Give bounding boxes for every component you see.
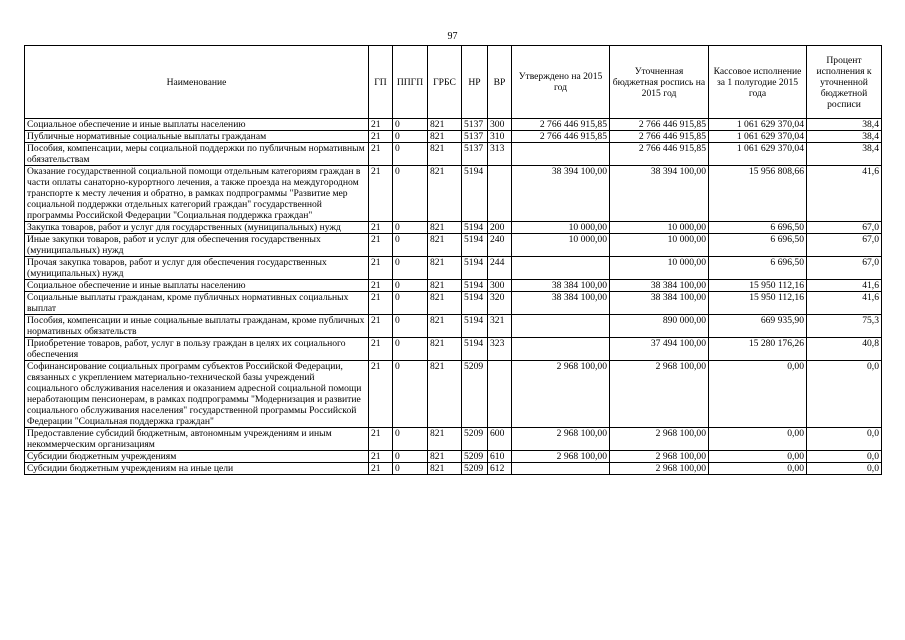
cell-name: Оказание государственной социальной помощи отдельным категориям граждан в части оплаты санаторно-курортного лечения, а также проезда на междугородном транспорте к месту лечения и обратно, в рамках подпрограммы "Развитие мер социальной поддержки отдельных категорий граждан" государственной программы Российской Федерации "Социальная поддержка граждан" xyxy=(25,166,369,222)
table-row xyxy=(25,361,882,428)
cell-grbs: 821 xyxy=(428,131,462,143)
cell-percent: 67,0 xyxy=(807,234,882,257)
cell-name: Прочая закупка товаров, работ и услуг для обеспечения государственных (муниципальных) нужд xyxy=(25,257,369,280)
cell-vr xyxy=(488,166,512,222)
table-row xyxy=(25,234,882,257)
cell-percent: 75,3 xyxy=(807,315,882,338)
header-ppgp: ППГП xyxy=(393,46,428,119)
table-row xyxy=(25,428,882,451)
cell-vr: 323 xyxy=(488,338,512,361)
cell-ppgp: 0 xyxy=(393,451,428,463)
cell-cash: 1 061 629 370,04 xyxy=(709,119,807,131)
cell-cash: 1 061 629 370,04 xyxy=(709,131,807,143)
cell-gp: 21 xyxy=(369,361,393,428)
cell-np: 5194 xyxy=(462,338,488,361)
cell-name: Социальное обеспечение и иные выплаты населению xyxy=(25,119,369,131)
cell-ppgp: 0 xyxy=(393,257,428,280)
cell-gp: 21 xyxy=(369,119,393,131)
cell-gp: 21 xyxy=(369,463,393,475)
cell-vr xyxy=(488,361,512,428)
cell-approved: 2 766 446 915,85 xyxy=(512,131,610,143)
cell-approved xyxy=(512,257,610,280)
cell-vr: 612 xyxy=(488,463,512,475)
cell-grbs: 821 xyxy=(428,166,462,222)
cell-revised: 2 968 100,00 xyxy=(610,361,709,428)
cell-ppgp: 0 xyxy=(393,222,428,234)
cell-cash: 6 696,50 xyxy=(709,222,807,234)
cell-revised: 37 494 100,00 xyxy=(610,338,709,361)
cell-revised: 2 766 446 915,85 xyxy=(610,119,709,131)
cell-np: 5209 xyxy=(462,428,488,451)
cell-cash: 15 280 176,26 xyxy=(709,338,807,361)
cell-revised: 2 968 100,00 xyxy=(610,451,709,463)
cell-vr: 600 xyxy=(488,428,512,451)
table-row xyxy=(25,315,882,338)
cell-revised: 2 968 100,00 xyxy=(610,463,709,475)
cell-ppgp: 0 xyxy=(393,338,428,361)
cell-vr: 200 xyxy=(488,222,512,234)
cell-cash: 669 935,90 xyxy=(709,315,807,338)
cell-ppgp: 0 xyxy=(393,315,428,338)
cell-cash: 0,00 xyxy=(709,463,807,475)
cell-approved: 10 000,00 xyxy=(512,222,610,234)
cell-vr: 610 xyxy=(488,451,512,463)
header-row xyxy=(25,46,882,119)
cell-vr: 240 xyxy=(488,234,512,257)
cell-vr: 244 xyxy=(488,257,512,280)
cell-revised: 10 000,00 xyxy=(610,222,709,234)
table-row xyxy=(25,292,882,315)
cell-gp: 21 xyxy=(369,143,393,166)
table-row xyxy=(25,143,882,166)
cell-gp: 21 xyxy=(369,257,393,280)
cell-ppgp: 0 xyxy=(393,143,428,166)
header-revised: Уточненная бюджетная роспись на 2015 год xyxy=(610,46,709,119)
header-vr: ВР xyxy=(488,46,512,119)
cell-revised: 890 000,00 xyxy=(610,315,709,338)
table-row xyxy=(25,119,882,131)
cell-cash: 6 696,50 xyxy=(709,257,807,280)
cell-approved: 2 968 100,00 xyxy=(512,361,610,428)
cell-cash: 1 061 629 370,04 xyxy=(709,143,807,166)
cell-percent: 38,4 xyxy=(807,143,882,166)
cell-ppgp: 0 xyxy=(393,361,428,428)
cell-revised: 2 766 446 915,85 xyxy=(610,143,709,166)
cell-percent: 41,6 xyxy=(807,166,882,222)
cell-grbs: 821 xyxy=(428,234,462,257)
cell-name: Софинансирование социальных программ субъектов Российской Федерации, связанных с укреплением материально-технической базы учреждений социального обслуживания населения и оказанием адресной социальной помощи неработающим пенсионерам, в рамках подпрограммы "Модернизация и развитие социального обслуживания населения" государственной программы Российской Федерации "Социальная поддержка граждан" xyxy=(25,361,369,428)
cell-cash: 15 956 808,66 xyxy=(709,166,807,222)
cell-cash: 0,00 xyxy=(709,428,807,451)
cell-percent: 38,4 xyxy=(807,119,882,131)
cell-revised: 38 394 100,00 xyxy=(610,166,709,222)
cell-vr: 310 xyxy=(488,131,512,143)
cell-percent: 41,6 xyxy=(807,280,882,292)
page-number: 97 xyxy=(447,31,458,42)
cell-grbs: 821 xyxy=(428,451,462,463)
cell-revised: 38 384 100,00 xyxy=(610,280,709,292)
cell-name: Пособия, компенсации и иные социальные выплаты гражданам, кроме публичных нормативных обязательств xyxy=(25,315,369,338)
cell-gp: 21 xyxy=(369,338,393,361)
cell-ppgp: 0 xyxy=(393,234,428,257)
cell-np: 5194 xyxy=(462,166,488,222)
cell-approved xyxy=(512,143,610,166)
cell-grbs: 821 xyxy=(428,428,462,451)
cell-grbs: 821 xyxy=(428,280,462,292)
cell-name: Социальное обеспечение и иные выплаты населению xyxy=(25,280,369,292)
table-row xyxy=(25,257,882,280)
cell-ppgp: 0 xyxy=(393,280,428,292)
table-row xyxy=(25,166,882,222)
cell-name: Субсидии бюджетным учреждениям на иные цели xyxy=(25,463,369,475)
cell-np: 5137 xyxy=(462,131,488,143)
cell-name: Иные закупки товаров, работ и услуг для обеспечения государственных (муниципальных) нужд xyxy=(25,234,369,257)
table-row xyxy=(25,222,882,234)
cell-approved: 38 394 100,00 xyxy=(512,166,610,222)
table-row xyxy=(25,280,882,292)
cell-grbs: 821 xyxy=(428,315,462,338)
cell-vr: 320 xyxy=(488,292,512,315)
cell-gp: 21 xyxy=(369,315,393,338)
cell-percent: 67,0 xyxy=(807,222,882,234)
cell-revised: 2 766 446 915,85 xyxy=(610,131,709,143)
header-np: НР xyxy=(462,46,488,119)
table-row xyxy=(25,451,882,463)
cell-gp: 21 xyxy=(369,451,393,463)
cell-approved: 38 384 100,00 xyxy=(512,292,610,315)
header-cash: Кассовое исполнение за 1 полугодие 2015 года xyxy=(709,46,807,119)
cell-percent: 38,4 xyxy=(807,131,882,143)
cell-grbs: 821 xyxy=(428,338,462,361)
cell-gp: 21 xyxy=(369,234,393,257)
cell-np: 5209 xyxy=(462,451,488,463)
cell-np: 5209 xyxy=(462,463,488,475)
cell-percent: 41,6 xyxy=(807,292,882,315)
header-gp: ГП xyxy=(369,46,393,119)
cell-ppgp: 0 xyxy=(393,131,428,143)
cell-ppgp: 0 xyxy=(393,166,428,222)
cell-np: 5137 xyxy=(462,119,488,131)
cell-np: 5194 xyxy=(462,280,488,292)
cell-percent: 0,0 xyxy=(807,361,882,428)
cell-percent: 67,0 xyxy=(807,257,882,280)
cell-gp: 21 xyxy=(369,131,393,143)
cell-name: Приобретение товаров, работ, услуг в пользу граждан в целях их социального обеспечения xyxy=(25,338,369,361)
cell-grbs: 821 xyxy=(428,119,462,131)
cell-approved: 38 384 100,00 xyxy=(512,280,610,292)
cell-approved: 2 766 446 915,85 xyxy=(512,119,610,131)
cell-revised: 10 000,00 xyxy=(610,234,709,257)
cell-np: 5194 xyxy=(462,222,488,234)
table-row xyxy=(25,338,882,361)
table-row xyxy=(25,131,882,143)
cell-grbs: 821 xyxy=(428,222,462,234)
cell-name: Закупка товаров, работ и услуг для государственных (муниципальных) нужд xyxy=(25,222,369,234)
cell-cash: 0,00 xyxy=(709,361,807,428)
cell-np: 5137 xyxy=(462,143,488,166)
header-name: Наименование xyxy=(25,46,369,119)
cell-revised: 38 384 100,00 xyxy=(610,292,709,315)
budget-table xyxy=(24,45,882,475)
cell-approved xyxy=(512,338,610,361)
cell-ppgp: 0 xyxy=(393,119,428,131)
cell-name: Публичные нормативные социальные выплаты гражданам xyxy=(25,131,369,143)
header-grbs: ГРБС xyxy=(428,46,462,119)
cell-cash: 0,00 xyxy=(709,451,807,463)
cell-name: Социальные выплаты гражданам, кроме публичных нормативных социальных выплат xyxy=(25,292,369,315)
header-approved: Утверждено на 2015 год xyxy=(512,46,610,119)
cell-np: 5194 xyxy=(462,234,488,257)
cell-cash: 6 696,50 xyxy=(709,234,807,257)
cell-gp: 21 xyxy=(369,166,393,222)
cell-percent: 40,8 xyxy=(807,338,882,361)
cell-np: 5194 xyxy=(462,257,488,280)
cell-percent: 0,0 xyxy=(807,428,882,451)
cell-ppgp: 0 xyxy=(393,292,428,315)
table-row xyxy=(25,463,882,475)
cell-approved: 2 968 100,00 xyxy=(512,428,610,451)
cell-approved: 2 968 100,00 xyxy=(512,451,610,463)
cell-approved xyxy=(512,315,610,338)
cell-gp: 21 xyxy=(369,280,393,292)
cell-name: Субсидии бюджетным учреждениям xyxy=(25,451,369,463)
cell-np: 5209 xyxy=(462,361,488,428)
cell-cash: 15 950 112,16 xyxy=(709,292,807,315)
header-percent: Процент исполнения к уточненной бюджетной росписи xyxy=(807,46,882,119)
cell-gp: 21 xyxy=(369,222,393,234)
cell-vr: 300 xyxy=(488,280,512,292)
cell-grbs: 821 xyxy=(428,463,462,475)
cell-vr: 300 xyxy=(488,119,512,131)
cell-revised: 2 968 100,00 xyxy=(610,428,709,451)
cell-vr: 321 xyxy=(488,315,512,338)
cell-grbs: 821 xyxy=(428,257,462,280)
cell-np: 5194 xyxy=(462,315,488,338)
cell-gp: 21 xyxy=(369,292,393,315)
cell-ppgp: 0 xyxy=(393,428,428,451)
cell-ppgp: 0 xyxy=(393,463,428,475)
cell-approved xyxy=(512,463,610,475)
cell-percent: 0,0 xyxy=(807,451,882,463)
cell-np: 5194 xyxy=(462,292,488,315)
cell-percent: 0,0 xyxy=(807,463,882,475)
cell-cash: 15 950 112,16 xyxy=(709,280,807,292)
cell-grbs: 821 xyxy=(428,361,462,428)
cell-grbs: 821 xyxy=(428,292,462,315)
cell-name: Пособия, компенсации, меры социальной поддержки по публичным нормативным обязательствам xyxy=(25,143,369,166)
cell-vr: 313 xyxy=(488,143,512,166)
cell-revised: 10 000,00 xyxy=(610,257,709,280)
cell-grbs: 821 xyxy=(428,143,462,166)
cell-name: Предоставление субсидий бюджетным, автономным учреждениям и иным некоммерческим организациям xyxy=(25,428,369,451)
cell-approved: 10 000,00 xyxy=(512,234,610,257)
cell-gp: 21 xyxy=(369,428,393,451)
